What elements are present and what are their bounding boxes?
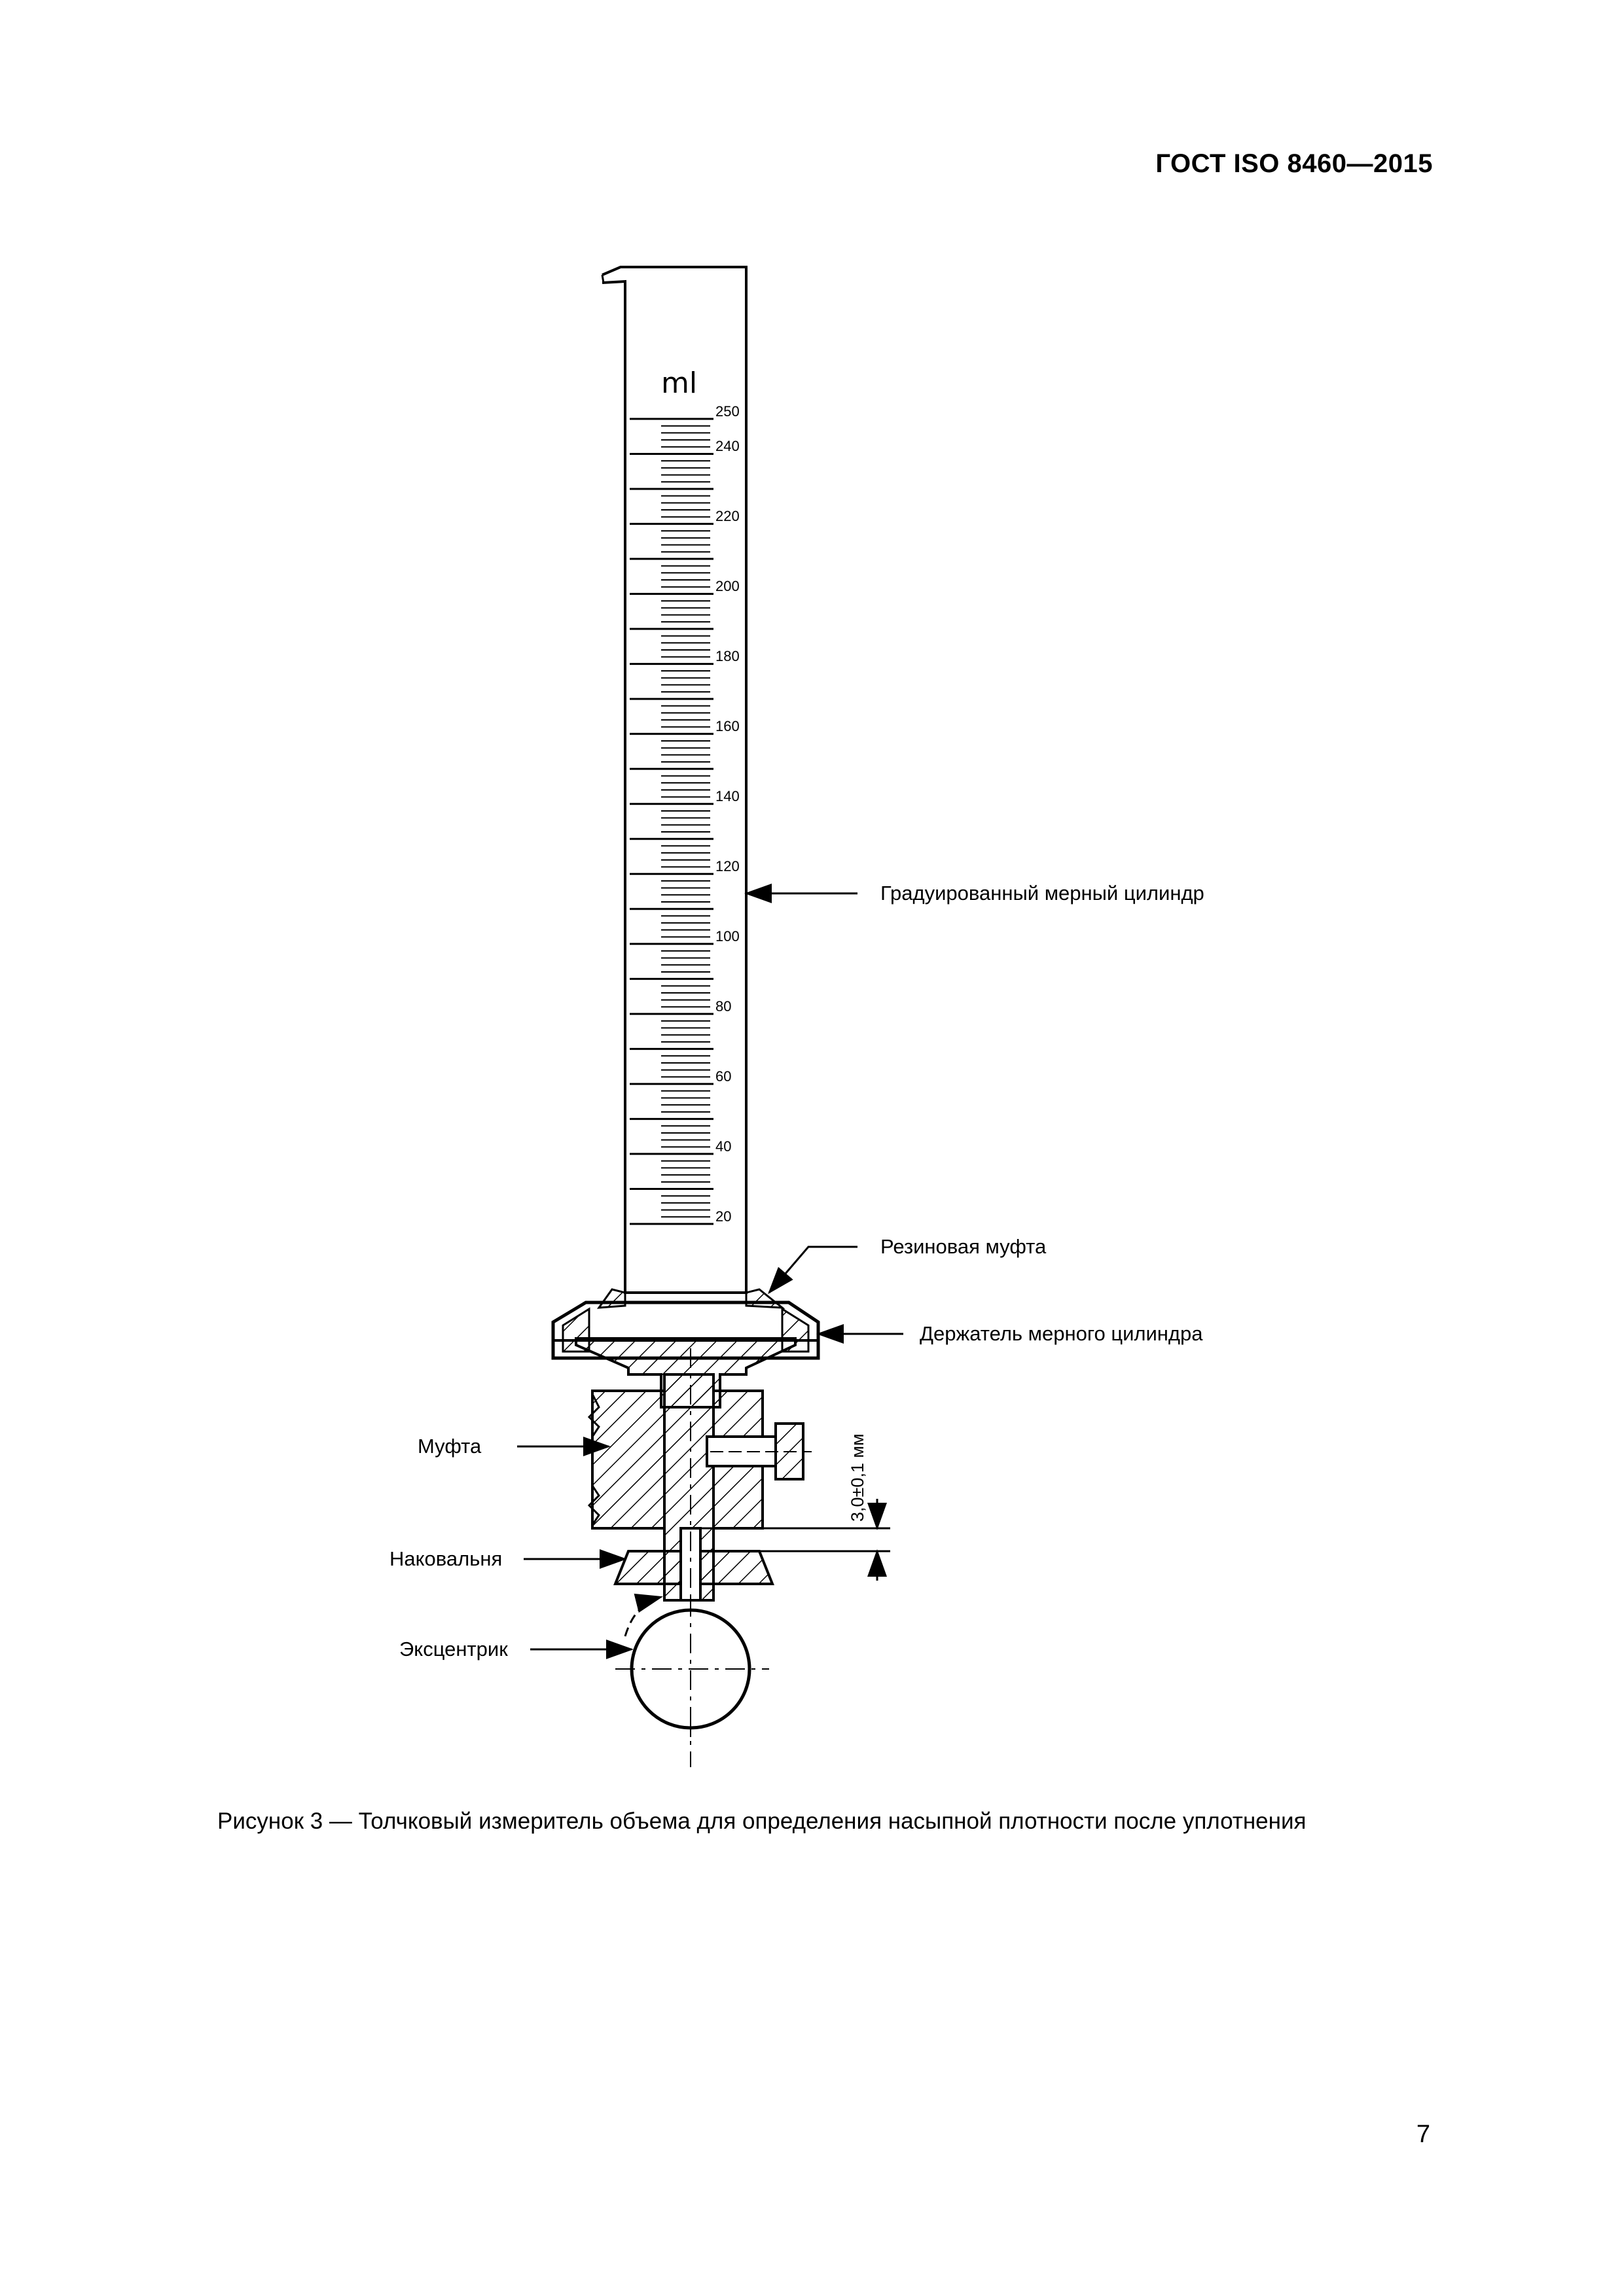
scale-label: 120 <box>715 858 740 875</box>
scale-label: 220 <box>715 508 740 525</box>
scale-label: 180 <box>715 648 740 665</box>
scale-label: 250 <box>715 403 740 420</box>
document-header: ГОСТ ISO 8460—2015 <box>1155 149 1433 178</box>
callout-cylinder: Градуированный мерный цилиндр <box>880 882 1204 905</box>
figure-caption: Рисунок 3 — Толчковый измеритель объема для определения насыпной плотности после уплотнения <box>217 1808 1307 1834</box>
scale-label: 160 <box>715 718 740 735</box>
callout-anvil: Наковальня <box>389 1547 503 1570</box>
scale-label: 40 <box>715 1138 732 1155</box>
scale-label: 80 <box>715 998 732 1015</box>
scale-label: 200 <box>715 578 740 595</box>
eccentric-cam <box>615 1597 769 1741</box>
callout-cam: Эксцентрик <box>399 1638 508 1660</box>
scale-label: 100 <box>715 928 740 945</box>
callout-rubber-sleeve: Резиновая муфта <box>880 1235 1047 1258</box>
scale-label: 140 <box>715 788 740 805</box>
dimension-label: 3,0±0,1 мм <box>848 1433 867 1522</box>
scale-label: 20 <box>715 1208 732 1225</box>
page-number: 7 <box>1416 2121 1430 2148</box>
scale-label: 240 <box>715 438 740 455</box>
graduation-scale <box>630 419 713 1224</box>
scale-label: 60 <box>715 1068 732 1085</box>
unit-label: ml <box>661 367 698 400</box>
callout-holder: Держатель мерного цилиндра <box>920 1322 1203 1345</box>
callout-coupling: Муфта <box>418 1435 482 1458</box>
